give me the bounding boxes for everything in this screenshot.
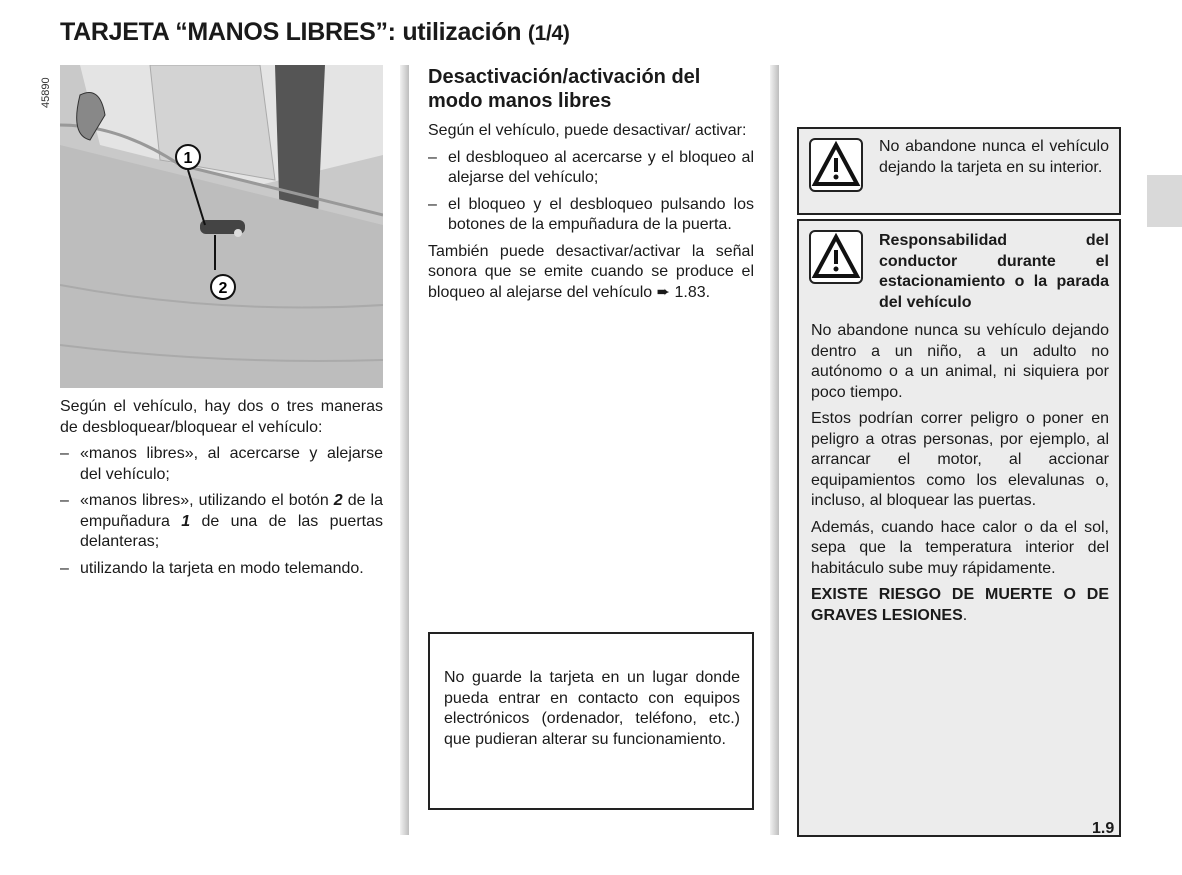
warning2-title: Responsabilidad del conductor durante el estacionamiento o la parada del vehículo (879, 232, 1109, 311)
list-item-text: «manos libres», utilizando el botón (80, 492, 334, 509)
list-item (60, 491, 383, 553)
note-text: No guarde la tarjeta en un lugar donde pueda entrar en contacto con equipos electrónicos (ordenador, teléfono, etc.) que pudieran alterar su funcionamiento. (444, 669, 740, 748)
warning-box-responsibility (797, 219, 1121, 837)
list-item: – el bloqueo y el desbloqueo pulsando los botones de la empuñadura de la puerta. (428, 195, 754, 236)
arrow-ref-icon: ➨ (656, 283, 671, 301)
warning2-emphasis-para (811, 585, 1109, 626)
list-item: – el desbloqueo al acercarse y el bloqueo al alejarse del vehículo; (428, 148, 754, 189)
title-main: TARJETA “MANOS LIBRES”: utilización (60, 18, 522, 46)
column-divider (400, 65, 409, 835)
title-part: (1/4) (527, 22, 570, 45)
left-intro: Según el vehículo, hay dos o tres maneras de desbloquear/bloquear el vehículo: (60, 398, 383, 436)
chapter-tab (1147, 175, 1182, 227)
warning-box-card (797, 127, 1121, 215)
page-reference[interactable]: 1.83. (674, 283, 711, 301)
handle-number: 1 (181, 512, 191, 530)
callout-2: 2 (218, 280, 228, 297)
callout-1: 1 (183, 150, 193, 167)
middle-intro: Según el vehículo, puede desactivar/ activar: (428, 122, 747, 139)
door-handle-illustration (60, 65, 383, 388)
page-number: 1.9 (1092, 820, 1115, 837)
middle-para (428, 242, 754, 304)
list-item-text: de la empuñadura (80, 492, 384, 530)
button-number: 2 (333, 492, 343, 509)
warning2-end: . (962, 606, 968, 624)
warning2-para: Además, cuando hace calor o da el sol, sepa que la temperatura interior del habitáculo sube muy rápidamente. (811, 518, 1109, 577)
list-item: – utilizando la tarjeta en modo telemando. (60, 559, 383, 580)
figure-ref-number: 45890 (40, 77, 52, 108)
warning-triangle-icon (809, 230, 863, 284)
section-heading: Desactivación/activación del modo manos libres (428, 66, 701, 112)
warning2-emphasis: EXISTE RIESGO DE MUERTE O DE GRAVES LESIONES (811, 586, 1109, 624)
warning2-para: Estos podrían correr peligro o poner en peligro a otras personas, por ejemplo, al arrancar el motor, al accionar equipamientos como los elevalunas o, incluso, al bloquear las puertas. (811, 410, 1109, 509)
note-box (428, 632, 754, 810)
middle-column (428, 65, 754, 309)
warning-triangle-icon (809, 138, 863, 192)
middle-para-text: También puede desactivar/activar la señal sonora que se emite cuando se produce el bloqueo al alejarse del vehículo (428, 242, 754, 301)
page-title (60, 18, 570, 47)
list-item-text: de una de las puertas delanteras; (80, 512, 383, 550)
warning1-text: No abandone nunca el vehículo dejando la tarjeta en su interior. (879, 138, 1109, 176)
column-divider (770, 65, 779, 835)
list-item: – «manos libres», al acercarse y alejarse del vehículo; (60, 444, 383, 485)
warning2-para: No abandone nunca su vehículo dejando dentro a un niño, a un adulto no autónomo o a un animal, ni siquiera por poco tiempo. (811, 322, 1109, 401)
left-column (60, 397, 383, 585)
